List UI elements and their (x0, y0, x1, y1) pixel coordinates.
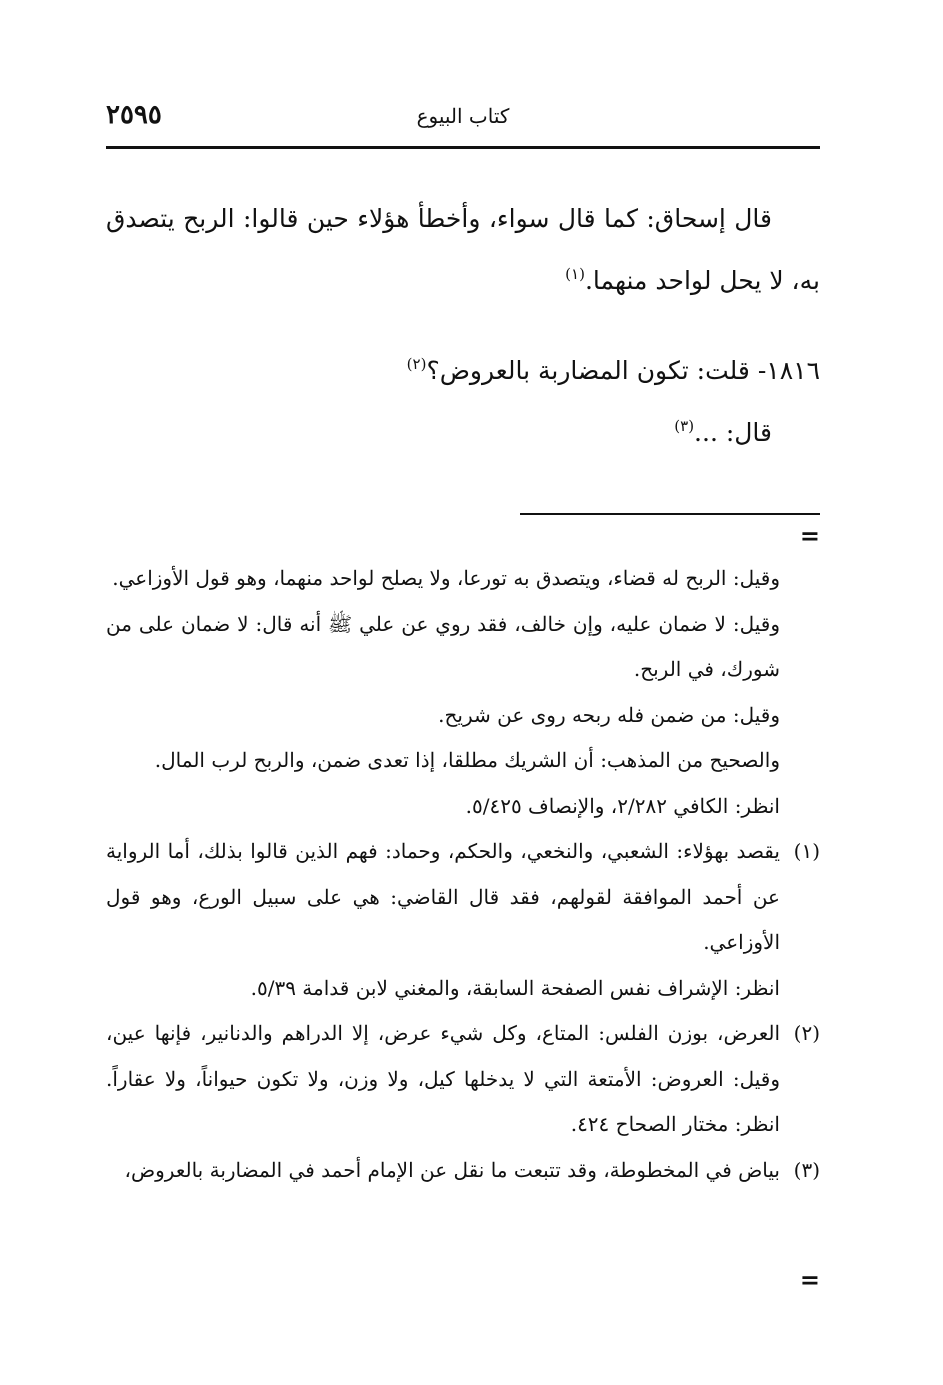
answer-text: قال: ... (694, 418, 772, 447)
continued-note-line: وقيل: من ضمن فله ربحه روى عن شريح. (438, 702, 780, 727)
continued-note-line: وقيل: لا ضمان عليه، وإن خالف، فقد روي عن علي ﷺ أنه قال: لا ضمان على من شورك، في الربح. (106, 611, 780, 681)
footnote-2 (106, 1011, 820, 1148)
footnote-text: يقصد بهؤلاء: الشعبي، والنخعي، والحكم، وحماد: فهم الذين قالوا بذلك، أما الرواية عن أحمد الموافقة لقولهم، فقد قال القاضي: هي على سبيل الورع، وهو قول الأوزاعي. (106, 839, 780, 954)
footnote-reference: انظر: الإشراف نفس الصفحة السابقة، والمغني لابن قدامة ٥/٣٩. (250, 975, 780, 1000)
ishaq-paragraph (106, 188, 820, 312)
footnote-ref-2: (٢) (406, 355, 427, 373)
footnote-number: (٣) (793, 1157, 820, 1182)
continuation-mark-bottom: = (799, 1265, 820, 1294)
footnote-number: (٢) (793, 1021, 820, 1045)
question-number: ١٨١٦- (757, 356, 820, 385)
continued-note-line: والصحيح من المذهب: أن الشريك مطلقا، إذا تعدى ضمن، والربح لرب المال. (154, 748, 780, 772)
footnote-text: بياض في المخطوطة، وقد تتبعت ما نقل عن الإمام أحمد في المضاربة بالعروض، (124, 1157, 780, 1182)
chapter-title: كتاب البيوع (416, 104, 510, 128)
footnote-number: (١) (793, 839, 820, 863)
question-paragraph (106, 340, 820, 402)
continued-note-line: انظر: الكافي ٢/٢٨٢، والإنصاف ٥/٤٢٥. (465, 793, 780, 818)
footnote-3 (106, 1148, 820, 1194)
footnote-separator (520, 513, 820, 515)
footnote-ref-3: (٣) (674, 417, 695, 435)
answer-paragraph (106, 402, 820, 464)
ishaq-text: قال إسحاق: كما قال سواء، وأخطأ هؤلاء حين قالوا: الربح يتصدق به، لا يحل لواحد منهما. (106, 204, 820, 295)
footnotes (106, 556, 820, 1193)
main-text (106, 188, 820, 464)
continued-note-line: وقيل: الربح له قضاء، ويتصدق به تورعا، ولا يصلح لواحد منهما، وهو قول الأوزاعي. (112, 566, 780, 590)
footnote-text: العرض، بوزن الفلس: المتاع، وكل شيء عرض، إلا الدراهم والدنانير، فإنها عين، وقيل: العروض: الأمتعة التي لا يدخلها كيل، ولا وزن، ولا تكون حيواناً، ولا عقاراً. انظر: مختار الصحاح ٤٢٤. (106, 1021, 780, 1136)
footnote-ref-1: (١) (565, 265, 585, 283)
footnote-1 (106, 829, 820, 1011)
book-page (106, 96, 820, 1296)
page-number: ٢٥٩٥ (106, 100, 162, 130)
continuation-mark-top: = (799, 521, 820, 550)
question-text: قلت: تكون المضاربة بالعروض؟ (426, 356, 758, 385)
running-header (106, 96, 820, 149)
